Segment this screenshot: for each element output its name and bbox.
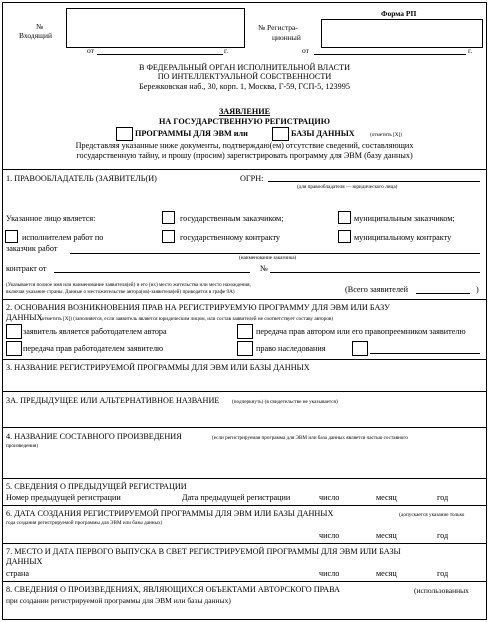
section-7-heading-2: ДАННЫХ	[6, 557, 43, 566]
applicant-footnote-1: (Указывается полное имя или наименование заявителя(ей) и его (их) место жительства или место нахождения,	[6, 282, 251, 288]
section-4-heading: 4. НАЗВАНИЕ СОСТАВНОГО ПРОИЗВЕДЕНИЯ	[6, 432, 182, 441]
section-2-heading: 2. ОСНОВАНИЯ ВОЗНИКНОВЕНИЯ ПРАВ НА РЕГИСТРИРУЕМУЮ ПРОГРАММУ ДЛЯ ЭВМ ИЛИ БАЗУ	[6, 303, 390, 312]
incoming-date-from-label: от	[87, 46, 94, 55]
section-1-heading: 1. ПРАВООБЛАДАТЕЛЬ (ЗАЯВИТЕЛЬ(И)	[6, 174, 157, 183]
incoming-number-field[interactable]	[66, 8, 245, 48]
created-month-label: месяц	[376, 531, 397, 540]
total-applicants-close: )	[476, 285, 479, 294]
contract-date-field[interactable]	[54, 272, 250, 273]
employer-checkbox[interactable]	[6, 324, 22, 339]
other-basis-checkbox[interactable]	[352, 341, 368, 356]
prev-date-label: Дата предыдущей регистрации	[182, 493, 291, 502]
publish-country-label: страна	[6, 569, 30, 578]
reg-number-label-2: ционный	[272, 33, 301, 42]
program-checkbox[interactable]	[116, 127, 133, 141]
section-6-note-1: (допускается указание только	[399, 512, 465, 518]
section-4-note-2: произведения)	[6, 443, 39, 449]
section-4-top-border	[2, 427, 486, 428]
contract-number-field[interactable]	[270, 272, 480, 273]
application-title: ЗАЯВЛЕНИЕ	[218, 107, 271, 116]
section-6-note-2: года создания регистрируемой программы для ЭВМ или базы данных)	[6, 520, 163, 526]
transfer-employer-label: передача прав работодателем заявителю	[23, 344, 164, 353]
created-day-label: число	[319, 531, 340, 540]
incoming-date-year-label: г.	[224, 46, 229, 55]
reg-number-label: № Регистра-	[258, 23, 298, 32]
section-8-note-1: (использованных	[414, 586, 469, 595]
section-8-note-2: при создании регистрируемой программы для ЭВМ или базы данных)	[6, 596, 231, 605]
state-customer-checkbox[interactable]	[162, 211, 175, 224]
performer-label: исполнителем работ по	[22, 233, 104, 242]
address-line-1: В ФЕДЕРАЛЬНЫЙ ОРГАН ИСПОЛНИТЕЛЬНОЙ ВЛАСТИ	[138, 63, 351, 72]
total-applicants-field[interactable]	[416, 293, 470, 294]
section-7-top-border	[2, 543, 486, 544]
state-customer-label: государственным заказчиком;	[180, 214, 284, 223]
muni-contract-label: муниципальному контракту	[354, 233, 452, 242]
publish-day-label: число	[319, 569, 340, 578]
incoming-label: Входящий	[19, 31, 52, 40]
other-basis-field[interactable]	[370, 353, 480, 354]
section-5-heading: 5. СВЕДЕНИЯ О ПРЕДЫДУЩЕЙ РЕГИСТРАЦИИ	[6, 482, 187, 491]
section-8-top-border	[2, 581, 486, 582]
database-option-label: БАЗЫ ДАННЫХ	[291, 129, 355, 138]
section-6-heading: 6. ДАТА СОЗДАНИЯ РЕГИСТРИРУЕМОЙ ПРОГРАММЫ ДЛЯ ЭВМ ИЛИ БАЗЫ ДАННЫХ	[6, 509, 334, 518]
ogrn-label: ОГРН:	[240, 174, 264, 183]
section-4-note-1: (если регистрируемая программа для ЭВМ или база данных является частью составного	[212, 435, 408, 441]
total-applicants-label: (Всего заявителей	[345, 285, 409, 294]
section-2-heading-2: ДАННЫХ	[6, 313, 43, 322]
intro-line-2: государственную тайну, и прошу (просим) зарегистрировать программу для ЭВМ (базу данных)	[76, 151, 413, 160]
muni-customer-checkbox[interactable]	[338, 211, 351, 224]
inheritance-checkbox[interactable]	[237, 341, 253, 356]
section-8-heading: 8. СВЕДЕНИЯ О ПРОИЗВЕДЕНИЯХ, ЯВЛЯЮЩИХСЯ ОБЪЕКТАМИ АВТОРСКОГО ПРАВА	[6, 585, 340, 594]
performer-checkbox[interactable]	[5, 230, 18, 243]
section-2-top-border	[2, 299, 486, 300]
address-line-3: Бережковская наб., 30, корп. 1, Москва, Г-59, ГСП-5, 123995	[139, 82, 350, 91]
intro-line-1: Представляя указанные ниже документы, подтверждаю(ем) отсутствие сведений, составляющих	[75, 141, 414, 150]
publish-year-label: год	[437, 569, 449, 578]
reg-date-from-label: от	[302, 46, 309, 55]
ogrn-note: (для правообладателя — юридического лица)	[297, 184, 398, 190]
incoming-number-label: №	[36, 22, 44, 31]
address-line-2: ПО ИНТЕЛЛЕКТУАЛЬНОЙ СОБСТВЕННОСТИ	[157, 72, 332, 81]
prev-year-label: год	[437, 493, 449, 502]
form-title: Форма РП	[381, 9, 417, 18]
section-3a-heading: 3А. ПРЕДЫДУЩЕЕ ИЛИ АЛЬТЕРНАТИВНОЕ НАЗВАНИЕ	[6, 396, 220, 405]
prev-number-label: Номер предыдущей регистрации	[6, 493, 121, 502]
section-7-heading: 7. МЕСТО И ДАТА ПЕРВОГО ВЫПУСКА В СВЕТ РЕГИСТРИРУЕМОЙ ПРОГРАММЫ ДЛЯ ЭВМ ИЛИ БАЗЫ	[6, 547, 401, 556]
reg-date-line[interactable]	[314, 54, 466, 55]
reg-date-year-label: г.	[468, 46, 473, 55]
section-5-top-border	[2, 478, 486, 479]
reg-number-field[interactable]	[321, 19, 483, 48]
section-3a-note: (подчеркнуть) (в свидетельстве не указывается)	[232, 399, 338, 405]
prev-month-label: месяц	[376, 493, 397, 502]
muni-customer-label: муниципальным заказчиком;	[354, 214, 455, 223]
ogrn-field[interactable]	[268, 181, 480, 182]
state-contract-label: государственному контракту	[180, 233, 281, 242]
application-subtitle: НА ГОСУДАРСТВЕННУЮ РЕГИСТРАЦИЮ	[159, 117, 330, 126]
program-option-label: ПРОГРАММЫ ДЛЯ ЭВМ или	[135, 129, 248, 138]
muni-contract-checkbox[interactable]	[338, 230, 351, 243]
transfer-employer-checkbox[interactable]	[6, 341, 22, 356]
inheritance-label: право наследования	[256, 344, 326, 353]
database-checkbox[interactable]	[272, 127, 289, 141]
customer-note: (наименование заказчика)	[239, 255, 297, 261]
section-3-top-border	[2, 359, 486, 360]
incoming-date-line[interactable]	[97, 54, 223, 55]
person-is-label: Указанное лицо является:	[6, 214, 96, 223]
transfer-author-checkbox[interactable]	[237, 324, 253, 339]
customer-label: заказчик работ	[6, 244, 58, 253]
section-3a-top-border	[2, 391, 486, 392]
state-contract-checkbox[interactable]	[162, 230, 175, 243]
contract-number-label: №	[260, 264, 268, 273]
section-6-top-border	[2, 505, 486, 506]
section-3-heading: 3. НАЗВАНИЕ РЕГИСТРИРУЕМОЙ ПРОГРАММЫ ДЛЯ ЭВМ ИЛИ БАЗЫ ДАННЫХ	[6, 363, 310, 372]
option-note: (отметить [X])	[370, 132, 403, 138]
employer-label: заявитель является работодателем автора	[23, 327, 167, 336]
customer-field[interactable]	[70, 253, 480, 254]
section-1-top-border	[2, 169, 486, 170]
created-year-label: год	[437, 531, 449, 540]
publish-month-label: месяц	[376, 569, 397, 578]
section-2-note: (отметить [X]) (заполняется, если заявитель является юридическим лицом, или состав заявителей не соответствует составу авторов)	[40, 316, 334, 322]
applicant-footnote-2: включая указание страны. Данные о местожительстве автора(ов)-заявителя(ей) приводятся в графе 9А)	[6, 289, 235, 295]
transfer-author-label: передача прав автором или его правопреемником заявителю	[256, 327, 466, 336]
contract-from-label: контракт от	[6, 264, 47, 273]
prev-day-label: число	[319, 493, 340, 502]
